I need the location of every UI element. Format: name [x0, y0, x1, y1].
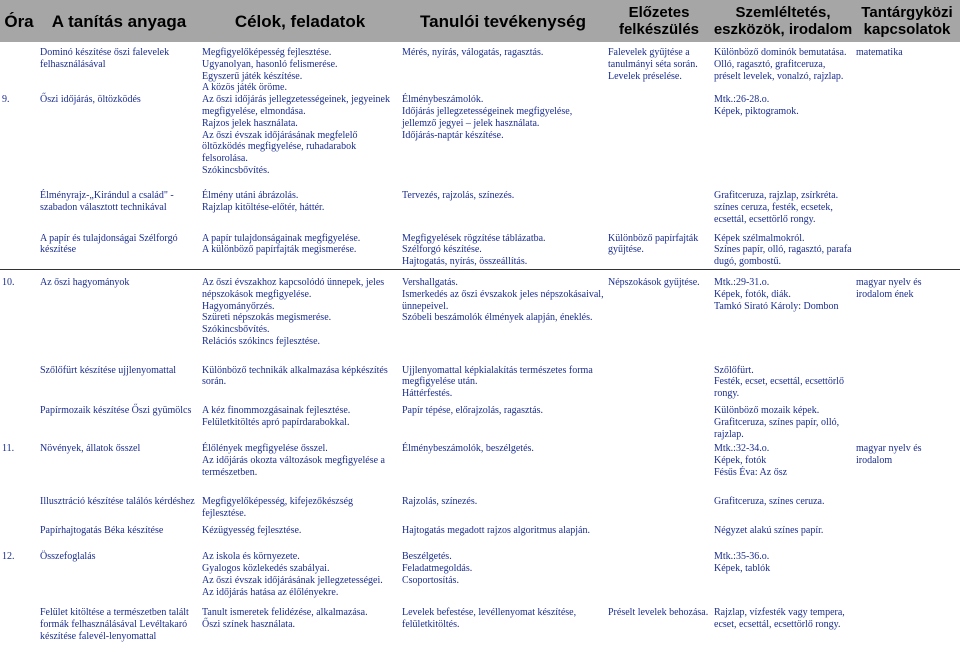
cell-line: Gyalogos közlekedés szabályai. — [202, 563, 330, 575]
cell-tools — [712, 94, 854, 184]
cell-line: Rajzos jelek használata. — [202, 117, 298, 129]
cell-tools — [712, 522, 854, 548]
cell-line: Őszi színek használata. — [202, 619, 296, 631]
cell-tools — [712, 602, 854, 652]
cell-lesson-number — [0, 42, 38, 94]
header-tools: Szemléltetés, eszközök, irodalom — [713, 4, 853, 38]
cell-line: Ismerkedés az őszi évszakok jeles népszokásaival, ünnepeivel. — [402, 288, 604, 312]
cell-line: Élménybeszámolók. — [402, 94, 484, 106]
cell-line: Vershallgatás. — [402, 277, 458, 289]
cell-crosscurricular: magyar nyelv és irodalom ének — [854, 270, 960, 360]
cell-line: Szélforgó készítése. — [402, 244, 482, 256]
cell-crosscurricular — [854, 184, 960, 225]
table-row — [0, 602, 960, 652]
cell-lesson-number — [0, 494, 38, 522]
cell-goals — [200, 226, 400, 270]
cell-preparation: Falevelek gyűjtése a tanulmányi séta során. Levelek préselése. — [608, 47, 698, 82]
cell-goals — [200, 184, 400, 225]
cell-line: színes ceruza, festék, ecsetek, ecsettál, ecsettörlő rongy. — [714, 201, 833, 225]
cell-line: Szüreti népszokás megismerése. — [202, 312, 332, 324]
cell-tools — [712, 226, 854, 270]
cell-line: Élőlények megfigyelése ősszel. — [202, 443, 328, 455]
cell-crosscurricular — [854, 548, 960, 602]
cell-lesson-number — [0, 602, 38, 652]
cell-line: Tervezés, rajzolás, színezés. — [402, 190, 515, 202]
cell-line: Fésűs Éva: Az ősz — [714, 466, 788, 478]
cell-line: A papír tulajdonságainak megfigyelése. — [202, 232, 361, 244]
cell-preparation — [606, 548, 712, 602]
cell-line: Tanult ismeretek felidézése, alkalmazása. — [202, 607, 368, 619]
cell-line: Élménybeszámolók, beszélgetés. — [402, 443, 534, 455]
cell-crosscurricular — [854, 602, 960, 652]
cell-crosscurricular — [854, 522, 960, 548]
header-topic: A tanítás anyaga — [51, 11, 187, 31]
cell-crosscurricular: matematika — [856, 47, 903, 58]
table-row — [0, 184, 960, 225]
cell-line: A különböző papírfajták megismerése. — [202, 244, 357, 256]
cell-line: Levelek befestése, levéllenyomat készítése, felületkitöltés. — [402, 607, 577, 631]
cell-line: Különböző mozaik képek. — [714, 404, 820, 416]
header-crosscurricular: Tantárgyközi kapcsolatok — [861, 4, 953, 38]
table-row — [0, 360, 960, 400]
header-activity: Tanulói tevékenység — [420, 11, 586, 31]
cell-line: Képek szélmalmokról. — [714, 232, 805, 244]
cell-activity — [400, 360, 606, 400]
cell-goals — [200, 440, 400, 494]
cell-line: Megfigyelőképesség fejlesztése. — [202, 47, 332, 58]
cell-line: Az időjárás hatása az élőlényekre. — [202, 586, 339, 598]
cell-topic: Papírhajtogatás Béka készítése — [40, 525, 164, 537]
cell-line: Hajtogatás megadott rajzos algoritmus alapján. — [402, 525, 590, 537]
cell-lesson-number — [0, 226, 38, 270]
cell-preparation — [606, 440, 712, 494]
cell-line: Szókincsbővítés. — [202, 164, 270, 176]
cell-line: Megfigyelőképesség, kifejezőkészség fejlesztése. — [202, 496, 354, 520]
cell-line: A kéz finommozgásainak fejlesztése. — [202, 404, 351, 416]
cell-line: Szóbeli beszámolók élmények alapján, éneklés. — [402, 312, 593, 324]
cell-crosscurricular — [854, 360, 960, 400]
cell-activity — [400, 42, 606, 94]
cell-line: Rajzlap, vízfesték vagy tempera, ecset, ecsettál, ecsettörlő rongy. — [714, 607, 845, 631]
cell-line: Olló, ragasztó, grafitceruza, préselt levelek, vonalzó, rajzlap. — [714, 58, 844, 82]
cell-tools — [712, 270, 854, 360]
cell-line: Az őszi időjárás jellegzetességeinek, jegyeinek megfigyelése, elmondása. — [202, 94, 390, 117]
cell-line: Mtk.:32-34.o. — [714, 443, 770, 455]
table-row — [0, 226, 960, 270]
cell-line: Négyzet alakú színes papír. — [714, 525, 824, 537]
cell-line: Képek, fotók — [714, 455, 767, 467]
cell-preparation — [606, 184, 712, 225]
cell-line: Képek, fotók, diák. — [714, 288, 791, 300]
cell-line: Az őszi évszakhoz kapcsolódó ünnepek, jeles népszokások megfigyelése. — [202, 277, 385, 300]
cell-line: Relációs szókincs fejlesztése. — [202, 336, 321, 348]
cell-activity — [400, 494, 606, 522]
cell-line: Ugyanolyan, hasonló felismerése. — [202, 58, 338, 70]
cell-crosscurricular — [854, 226, 960, 270]
cell-line: Papír tépése, előrajzolás, ragasztás. — [402, 404, 544, 416]
cell-goals — [200, 94, 400, 184]
cell-line: Rajzolás, színezés. — [402, 496, 478, 508]
cell-line: Képek, tablók — [714, 563, 771, 575]
table-row — [0, 94, 960, 184]
cell-line: Festék, ecset, ecsettál, ecsettörlő rongy. — [714, 376, 844, 400]
cell-line: Színes papír, olló, ragasztó, parafa dugó, gombostű. — [714, 244, 852, 268]
cell-lesson-number — [0, 400, 38, 440]
cell-crosscurricular — [854, 400, 960, 440]
cell-topic: Őszi időjárás, öltözködés — [40, 94, 141, 106]
cell-goals — [200, 548, 400, 602]
cell-crosscurricular — [854, 94, 960, 184]
cell-goals — [200, 42, 400, 94]
cell-line: Különböző dominók bemutatása. — [714, 47, 847, 58]
cell-lesson-number — [0, 360, 38, 400]
cell-line: Képek, piktogramok. — [714, 105, 799, 117]
cell-lesson-number: 11. — [2, 443, 15, 455]
header-preparation: Előzetes felkészülés — [618, 4, 700, 38]
cell-preparation — [606, 494, 712, 522]
table-row — [0, 548, 960, 602]
cell-line: Ujjlenyomattal képkialakítás természetes forma megfigyelése után. — [402, 364, 593, 388]
cell-line: Szókincsbővítés. — [202, 324, 270, 336]
cell-topic: Szőlőfürt készítése ujjlenyomattal — [40, 364, 177, 376]
cell-line: Hagyományőrzés. — [202, 300, 275, 312]
cell-topic: Felület kitöltése a természetben talált formák felhasználásával Levéltakaró készítése falevél-lenyomattal — [40, 607, 189, 642]
cell-line: Felületkitöltés apró papírdarabokkal. — [202, 416, 350, 428]
cell-line: Különböző technikák alkalmazása képkészítés során. — [202, 364, 388, 388]
cell-crosscurricular — [854, 494, 960, 522]
cell-topic: Papírmozaik készítése Őszi gyümölcs — [40, 404, 192, 416]
cell-line: Feladatmegoldás. — [402, 563, 473, 575]
cell-tools — [712, 42, 854, 94]
cell-topic: A papír és tulajdonságai Szélforgó készítése — [40, 232, 178, 256]
cell-line: Az iskola és környezete. — [202, 551, 300, 563]
cell-preparation: Préselt levelek behozása. — [608, 607, 709, 619]
cell-line: Hajtogatás, nyírás, összeállítás. — [402, 256, 528, 268]
cell-line: Időjárás-naptár készítése. — [402, 129, 504, 141]
cell-line: Tamkó Sirató Károly: Dombon — [714, 300, 839, 312]
cell-line: A közös játék öröme. — [202, 82, 287, 94]
cell-preparation: Népszokások gyűjtése. — [606, 270, 712, 360]
header-goals: Célok, feladatok — [234, 11, 366, 31]
cell-tools — [712, 494, 854, 522]
cell-crosscurricular: magyar nyelv és irodalom — [856, 443, 922, 467]
cell-line: Mtk.:29-31.o. — [714, 277, 770, 289]
cell-tools — [712, 184, 854, 225]
cell-line: Egyszerű játék készítése. — [202, 70, 303, 82]
cell-line: Beszélgetés. — [402, 551, 452, 563]
cell-activity — [400, 184, 606, 225]
cell-goals — [200, 360, 400, 400]
cell-line: Időjárás jellegzetességeinek megfigyelése, jellemző jegyei – jelek használata. — [402, 105, 573, 129]
cell-activity — [400, 226, 606, 270]
cell-goals — [200, 400, 400, 440]
cell-line: Rajzlap kitöltése-előtér, háttér. — [202, 201, 325, 213]
cell-activity — [400, 440, 606, 494]
cell-preparation — [606, 522, 712, 548]
cell-preparation — [606, 360, 712, 400]
cell-topic: Élményrajz-„Kirándul a család" - szabadon választott technikával — [40, 190, 174, 213]
cell-topic: Illusztráció készítése találós kérdéshez — [40, 496, 195, 508]
cell-line: Grafitceruza, rajzlap, zsírkréta. — [714, 190, 839, 202]
table-header — [0, 0, 960, 42]
cell-line: Háttérfestés. — [402, 388, 453, 400]
cell-lesson-number: 12. — [2, 551, 15, 563]
table-row — [0, 522, 960, 548]
cell-activity — [400, 548, 606, 602]
table-row — [0, 440, 960, 494]
cell-line: Mtk.:35-36.o. — [714, 551, 770, 563]
lesson-table — [0, 42, 960, 652]
cell-line: Élmény utáni ábrázolás. — [202, 190, 299, 202]
header-lesson: Óra — [4, 11, 34, 31]
cell-line: Az őszi évszak időjárásának jellegzetességei. — [202, 574, 383, 586]
cell-line: Kézügyesség fejlesztése. — [202, 525, 302, 537]
cell-line: Szőlőfürt. — [714, 364, 754, 376]
cell-topic: Növények, állatok ősszel — [40, 443, 141, 455]
cell-lesson-number: 9. — [2, 94, 10, 106]
cell-preparation — [606, 400, 712, 440]
table-row — [0, 494, 960, 522]
cell-topic: Összefoglalás — [40, 551, 96, 563]
cell-line: Az időjárás okozta változások megfigyelése a természetben. — [202, 455, 385, 478]
cell-lesson-number: 10. — [0, 270, 38, 360]
cell-tools — [712, 440, 854, 494]
cell-goals — [200, 522, 400, 548]
cell-activity — [400, 270, 606, 360]
cell-line: Csoportosítás. — [402, 574, 459, 586]
cell-lesson-number — [0, 522, 38, 548]
cell-goals — [200, 602, 400, 652]
cell-preparation: Különböző papírfajták gyűjtése. — [608, 232, 699, 256]
cell-activity — [400, 400, 606, 440]
cell-activity — [400, 94, 606, 184]
cell-line: Mérés, nyírás, válogatás, ragasztás. — [402, 47, 544, 58]
table-row — [0, 270, 960, 360]
cell-lesson-number — [0, 184, 38, 225]
cell-preparation — [606, 94, 712, 184]
cell-tools — [712, 360, 854, 400]
cell-line: Mtk.:26-28.o. — [714, 94, 770, 106]
cell-tools — [712, 548, 854, 602]
cell-goals — [200, 270, 400, 360]
cell-activity — [400, 522, 606, 548]
table-row — [0, 400, 960, 440]
cell-line: Grafitceruza, színes ceruza. — [714, 496, 825, 508]
table-row — [0, 42, 960, 94]
cell-topic: Dominó készítése őszi falevelek felhasználásával — [40, 47, 170, 70]
cell-line: Grafitceruza, színes papír, olló, rajzlap. — [714, 416, 840, 440]
cell-line: Megfigyelések rögzítése táblázatba. — [402, 232, 546, 244]
cell-goals — [200, 494, 400, 522]
cell-tools — [712, 400, 854, 440]
cell-topic: Az őszi hagyományok — [38, 270, 200, 360]
cell-activity — [400, 602, 606, 652]
cell-line: Az őszi évszak időjárásának megfelelő öltözködés megfigyelése, ruhadarabok felsorolása. — [202, 129, 358, 165]
